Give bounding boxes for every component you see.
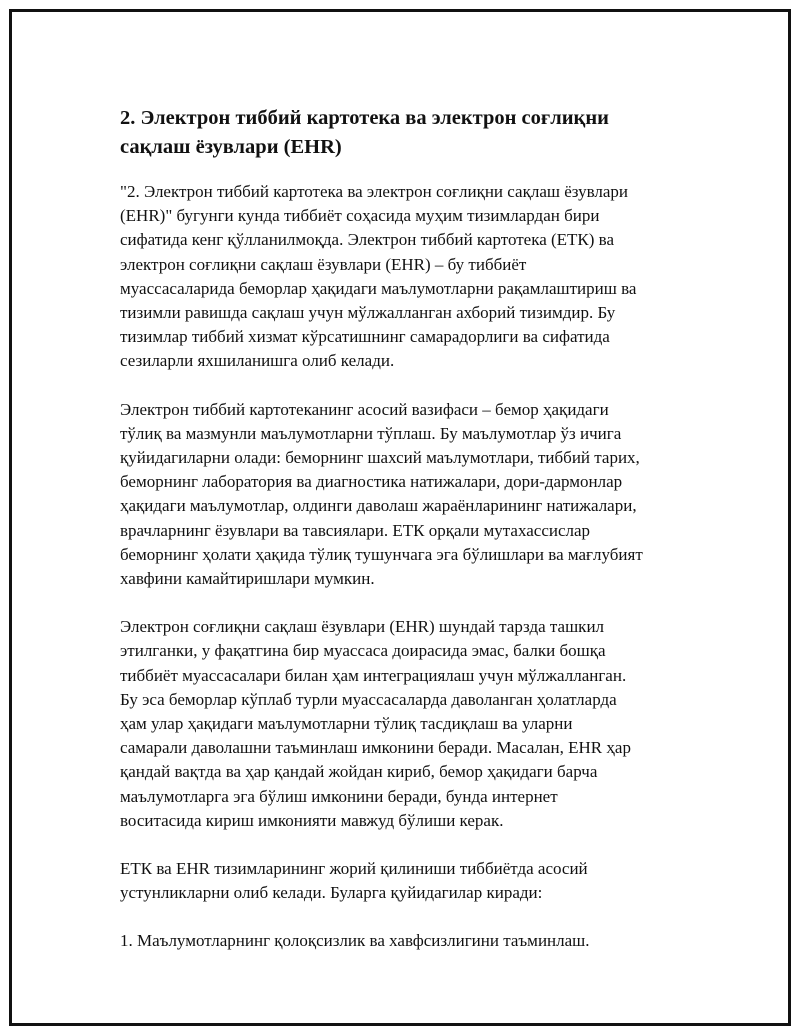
page-frame bbox=[9, 9, 791, 1026]
document-body bbox=[120, 104, 700, 954]
list-item-1: 1. Маълумотларнинг қолоқсизлик ва хавфсизлигини таъминлаш. bbox=[120, 931, 590, 951]
paragraph-etk-function: Электрон тиббий картотеканинг асосий вазифаси – бемор ҳақидаги тўлиқ ва мазмунли маълумотларни тўплаш. Бу маълумотлар ўз ичига қуйидагиларни олади: беморнинг шахсий маълумотлари, тиббий тарих, беморнинг лаборатория ва диагностика натижалари, дори-дармонлар ҳақидаги маълумотлар, олдинги даволаш жараёнларининг натижалари, врачларнинг ёзувлари ва тавсиялари. ЕТК орқали мутахассислар беморнинг ҳолати ҳақида тўлиқ тушунчага эга бўлишлари ва мағлубият хавфини камайтиришлари мумкин. bbox=[120, 399, 643, 589]
section-heading: 2. Электрон тиббий картотека ва электрон соғлиқни сақлаш ёзувлари (EHR) bbox=[120, 107, 609, 158]
paragraph-advantages: ЕТК ва EHR тизимларининг жорий қилиниши тиббиётда асосий устунликларни олиб келади. Буларга қуйидагилар киради: bbox=[120, 859, 588, 903]
paragraph-intro: "2. Электрон тиббий картотека ва электрон соғлиқни сақлаш ёзувлари (EHR)" бугунги кунда тиббиёт соҳасида муҳим тизимлардан бири сифатида кенг қўлланилмоқда. Электрон тиббий картотека (ЕТК) ва электрон соғлиқни сақлаш ёзувлари (EHR) – бу тиббиёт муассасаларида беморлар ҳақидаги маълумотларни рақамлаштириш ва тизимли равишда сақлаш учун мўлжалланган ахборий тизимдир. Бу тизимлар тиббий хизмат кўрсатишнинг самарадорлиги ва сифатида сезиларли яхшиланишга олиб келади. bbox=[120, 182, 637, 371]
paragraph-ehr-integration: Электрон соғлиқни сақлаш ёзувлари (EHR) шундай тарзда ташкил этилганки, у фақатгина бир муассаса доирасида эмас, балки бошқа тиббиёт муассасалари билан ҳам интеграциялаш учун мўлжалланган. Бу эса беморлар кўплаб турли муассасаларда даволанган ҳолатларда ҳам улар ҳақидаги маълумотларни тўлиқ тасдиқлаш ва уларни самарали даволашни таъминлаш имконини беради. Масалан, EHR ҳар қандай вақтда ва ҳар қандай жойдан кириб, бемор ҳақидаги барча маълумотларга эга бўлиш имконини беради, бунда интернет воситасида кириш имконияти мавжуд бўлиши керак. bbox=[120, 617, 631, 830]
